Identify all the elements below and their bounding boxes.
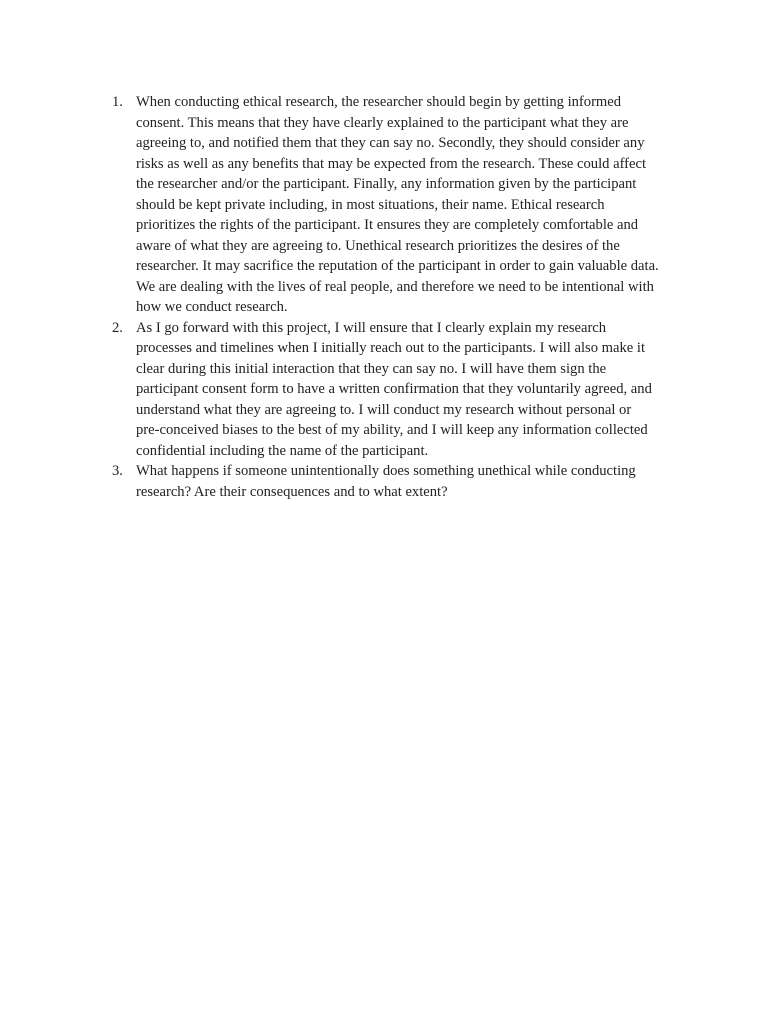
text-line: When conducting ethical research, the researcher should begin by getting informed <box>136 94 622 110</box>
list-item-number: 1. <box>112 94 123 110</box>
text-line: participant consent form to have a written confirmation that they voluntarily agreed, and <box>136 381 652 397</box>
text-line: prioritizes the rights of the participant. It ensures they are completely comfortable and <box>136 217 639 233</box>
list-item-1 <box>112 92 682 318</box>
text-line: researcher. It may sacrifice the reputation of the participant in order to gain valuable data. <box>136 258 659 274</box>
list-item-number: 3. <box>112 463 123 479</box>
list-item-number: 2. <box>112 319 123 336</box>
text-line: risks as well as any benefits that may be expected from the research. These could affect <box>136 155 647 172</box>
list-item-2 <box>112 318 682 462</box>
text-line: confidential including the name of the participant. <box>136 442 429 459</box>
text-line: As I go forward with this project, I will ensure that I clearly explain my research <box>136 319 607 336</box>
text-line: We are dealing with the lives of real people, and therefore we need to be intentional with <box>136 278 654 295</box>
text-line: clear during this initial interaction that they can say no. I will have them sign the <box>136 360 607 377</box>
text-line: how we conduct research. <box>136 299 288 315</box>
text-line: pre-conceived biases to the best of my ability, and I will keep any information collected <box>136 422 648 438</box>
text-line: the researcher and/or the participant. Finally, any information given by the participant <box>136 176 637 192</box>
text-line: consent. This means that they have clearly explained to the participant what they are <box>136 114 629 131</box>
text-line: What happens if someone unintentionally does something unethical while conducting <box>136 463 636 479</box>
text-line: should be kept private including, in most situations, their name. Ethical research <box>136 196 605 213</box>
text-line: agreeing to, and notified them that they can say no. Secondly, they should consider any <box>136 135 645 151</box>
text-line: understand what they are agreeing to. I will conduct my research without personal or <box>136 401 632 418</box>
list-item-3 <box>112 461 682 502</box>
text-line: processes and timelines when I initially reach out to the participants. I will also make it <box>136 340 646 356</box>
text-line: research? Are their consequences and to what extent? <box>136 483 448 500</box>
numbered-list <box>112 92 682 502</box>
text-line: aware of what they are agreeing to. Unethical research prioritizes the desires of the <box>136 237 620 254</box>
